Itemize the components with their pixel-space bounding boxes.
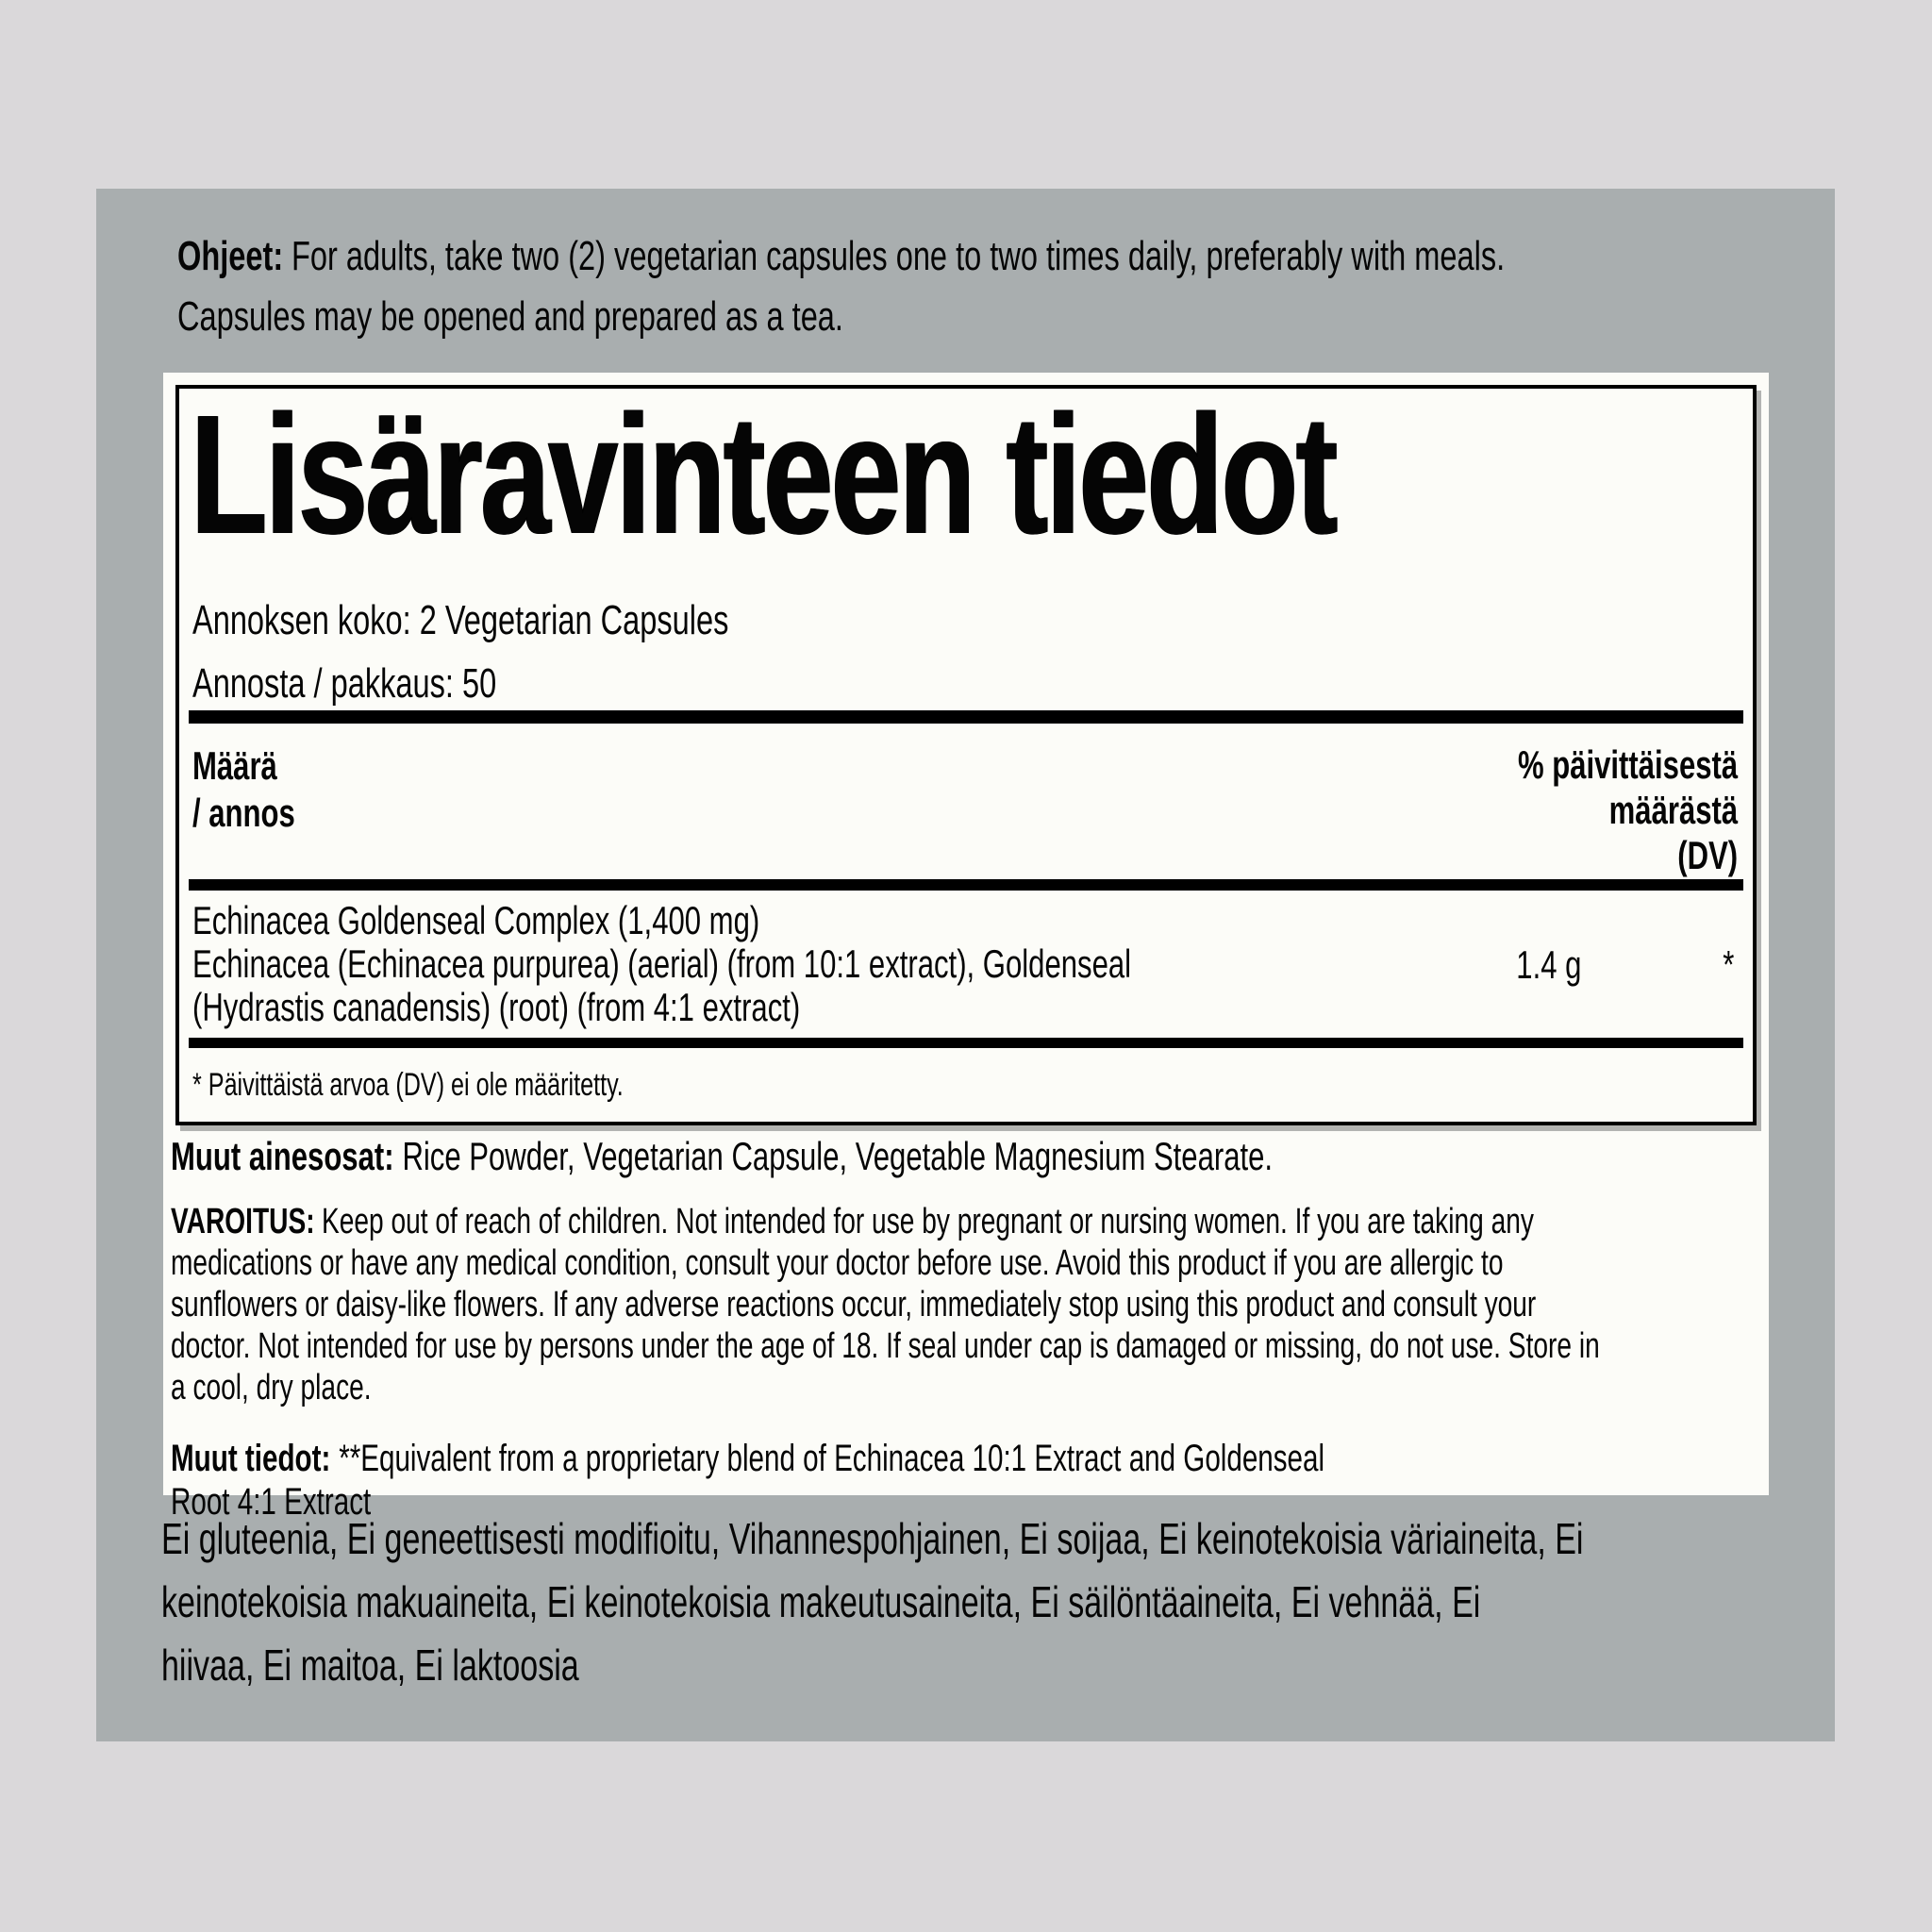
other-info-text: **Equivalent from a proprietary blend of Echinacea 10:1 Extract and Goldenseal Root 4:1 Extract [171,1438,1325,1523]
ingredient-dv-asterisk: * [1722,942,1734,987]
label-card [96,189,1835,1741]
other-info-label: Muut tiedot: [171,1438,331,1479]
serving-size: Annoksen koko: 2 Vegetarian Capsules [192,597,729,643]
facts-title: Lisäravinteen tiedot [191,380,1336,570]
column-header-percent-dv: % päivittäisestä määrästä (DV) [1517,742,1738,877]
directions-body: For adults, take two (2) vegetarian capsules one to two times daily, preferably with meals. Capsules may be opened and prepared as a tea. [177,233,1506,340]
dv-footnote: * Päivittäistä arvoa (DV) ei ole määritetty. [192,1067,624,1103]
other-ingredients [171,1133,1273,1180]
supplement-facts-panel [163,373,1769,1523]
facts-box [175,380,1757,1125]
column-header-amount-per-serving: Määrä / annos [192,743,295,835]
ingredient-name: Echinacea Goldenseal Complex (1,400 mg) [192,898,760,942]
ingredient-description: Echinacea (Echinacea purpurea) (aerial) (from 10:1 extract), Goldenseal (Hydrastis canadensis) (root) (from 4:1 extract) [192,941,1132,1029]
divider-bar-top [189,710,1743,724]
divider-bar-middle [189,879,1743,891]
other-ingredients-label: Muut ainesosat: [171,1134,394,1178]
other-ingredients-text: Rice Powder, Vegetarian Capsule, Vegetable Magnesium Stearate. [402,1134,1274,1178]
divider-bar-bottom [189,1038,1743,1048]
directions-text [177,226,1505,347]
ingredient-amount: 1.4 g [1515,942,1581,987]
servings-per-container: Annosta / pakkaus: 50 [192,660,497,707]
warning [171,1201,1600,1408]
directions-label: Ohjeet: [177,233,284,279]
warning-label: VAROITUS: [171,1202,315,1241]
ingredient-row [192,899,1461,1029]
warning-text: Keep out of reach of children. Not intended for use by pregnant or nursing women. If you are taking any medications or have any medical condition, consult your doctor before use. Avoid this product if you are allergic to sunflowers or daisy-like flowers. If any adverse reactions occur, immediately stop using this product and consult your doctor. Not intended for use by persons under the age of 18. If seal under cap is damaged or missing, do not use. Store in a cool, dry place. [171,1202,1600,1407]
claims-text: Ei gluteenia, Ei geneettisesti modifioitu, Vihannespohjainen, Ei soijaa, Ei keinotekoisia väriaineita, Ei keinotekoisia makuaineita, Ei keinotekoisia makeutusaineita, Ei säilöntäaineita, Ei vehnää, Ei hiivaa, Ei maitoa, Ei laktoosia [161,1514,1584,1690]
